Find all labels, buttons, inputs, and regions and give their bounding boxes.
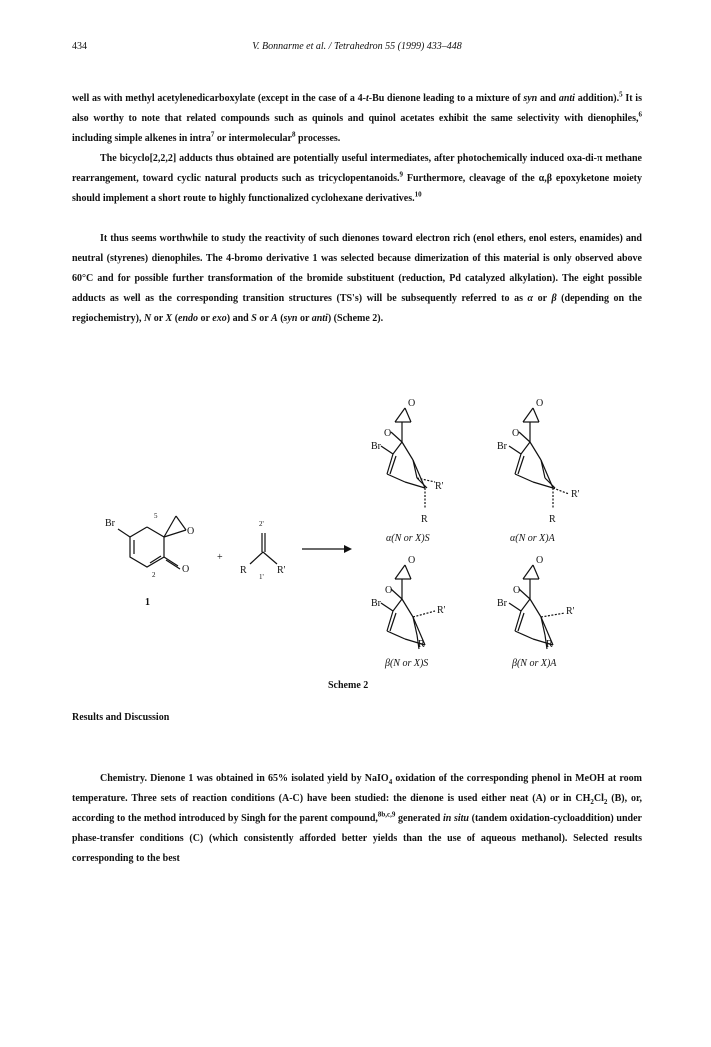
adduct-2-caption: α(N or X)A [510,533,555,544]
dienone-1-structure [118,516,186,569]
paragraph-1: well as with methyl acetylenedicarboxylate (except in the case of a 4-t-Bu dienone leading to a mixture of syn and anti addition).$^5$ It is also worthy to note that related compounds such as quinols and quinol acetates exhibit the same selectivity with dienophiles,$^6$ including simple alkenes in intra$^7$ or intermolecular$^8$ processes. [72,90,642,144]
section-heading: Results and Discussion [72,712,170,723]
paragraph-3: It thus seems worthwhile to study the reactivity of such dienones toward electron rich (enol ethers, enol esters, enamides) and neutral (styrenes) dienophiles. The 4-bromo derivative 1 was selected because dimerization of this material is only observed above 60°C and for possible further transformation of the bromide substituent (reduction, Pd catalyzed alkylation). The eight possible adducts as well as the corresponding transition structures (TS's) will be subsequently referred to as α or β (depending on the regiochemistry), N or X (endo or exo) and S or A (syn or anti) (Scheme 2). [72,233,642,324]
alkene-rp-label: R' [277,565,286,576]
dienone-ketone-o-label: O [182,564,190,575]
adduct-1-epoxide-o: O [408,398,416,409]
adduct-4-rp: R' [566,606,575,617]
adduct-4-caption: β(N or X)A [512,658,557,669]
dienone-br-label: Br [105,518,115,529]
reaction-arrow [302,545,352,553]
alkene-r-label: R [240,565,247,576]
adduct-beta-anti [509,565,565,649]
paragraph-4: Chemistry. Dienone 1 was obtained in 65% isolated yield by NaIO$_4$ oxidation of the corresponding phenol in MeOH at room temperature. Three sets of reaction conditions (A-C) have been studied: the dienone is used either neat (A) or in $CH_2Cl_2$ (B), or, according to the method introduced by Singh for the parent compound,$^{8b,c,9}$ generated in situ (tandem oxidation-cycloaddition) under phase-transfer conditions (C) (which consistently afforded better yields than the use of aqueous methanol). Selected results corresponding to the best [72,773,642,864]
page-number: 434 [72,41,87,52]
adduct-beta-syn [381,565,435,649]
adduct-2-br: Br [497,441,507,452]
scheme-title: Scheme 2 [328,680,369,691]
adduct-alpha-syn [381,408,435,508]
dienone-epoxide-o-label: O [187,526,195,537]
adduct-4-ketone-o: O [513,585,521,596]
adduct-1-r: R [421,514,428,525]
adduct-3-rp: R' [437,605,446,616]
alkene-c1-label: 1' [259,573,264,581]
compound-number-1: 1 [145,597,150,608]
adduct-1-br: Br [371,441,381,452]
adduct-3-r: R [418,639,425,650]
adduct-2-ketone-o: O [512,428,520,439]
adduct-3-caption: β(N or X)S [385,658,429,669]
plus-sign: + [217,552,223,563]
adduct-3-ketone-o: O [385,585,393,596]
dienone-position-2: 2 [152,571,156,579]
adduct-4-epoxide-o: O [536,555,544,566]
alkene-structure [250,533,277,564]
adduct-1-ketone-o: O [384,428,392,439]
alkene-c2-label: 2' [259,520,264,528]
adduct-2-r: R [549,514,556,525]
paragraph-2: The bicyclo[2,2,2] adducts thus obtained are potentially useful intermediates, after photochemically induced oxa-di-π methane rearrangement, toward cyclic natural products such as tricyclopentanoids.$^9$ Furthermore, cleavage of the α,β epoxyketone moiety should implement a short route to highly functionalized cyclohexane derivatives.$^{10}$ [72,153,642,204]
adduct-4-r: R [546,639,553,650]
adduct-2-rp: R' [571,489,580,500]
adduct-2-epoxide-o: O [536,398,544,409]
adduct-1-rp: R' [435,481,444,492]
adduct-3-epoxide-o: O [408,555,416,566]
adduct-3-br: Br [371,598,381,609]
running-title: V. Bonnarme et al. / Tetrahedron 55 (1999) 433–448 [252,41,462,52]
adduct-1-caption: α(N or X)S [386,533,430,544]
adduct-alpha-anti [509,408,569,508]
adduct-4-br: Br [497,598,507,609]
dienone-position-5: 5 [154,512,158,520]
